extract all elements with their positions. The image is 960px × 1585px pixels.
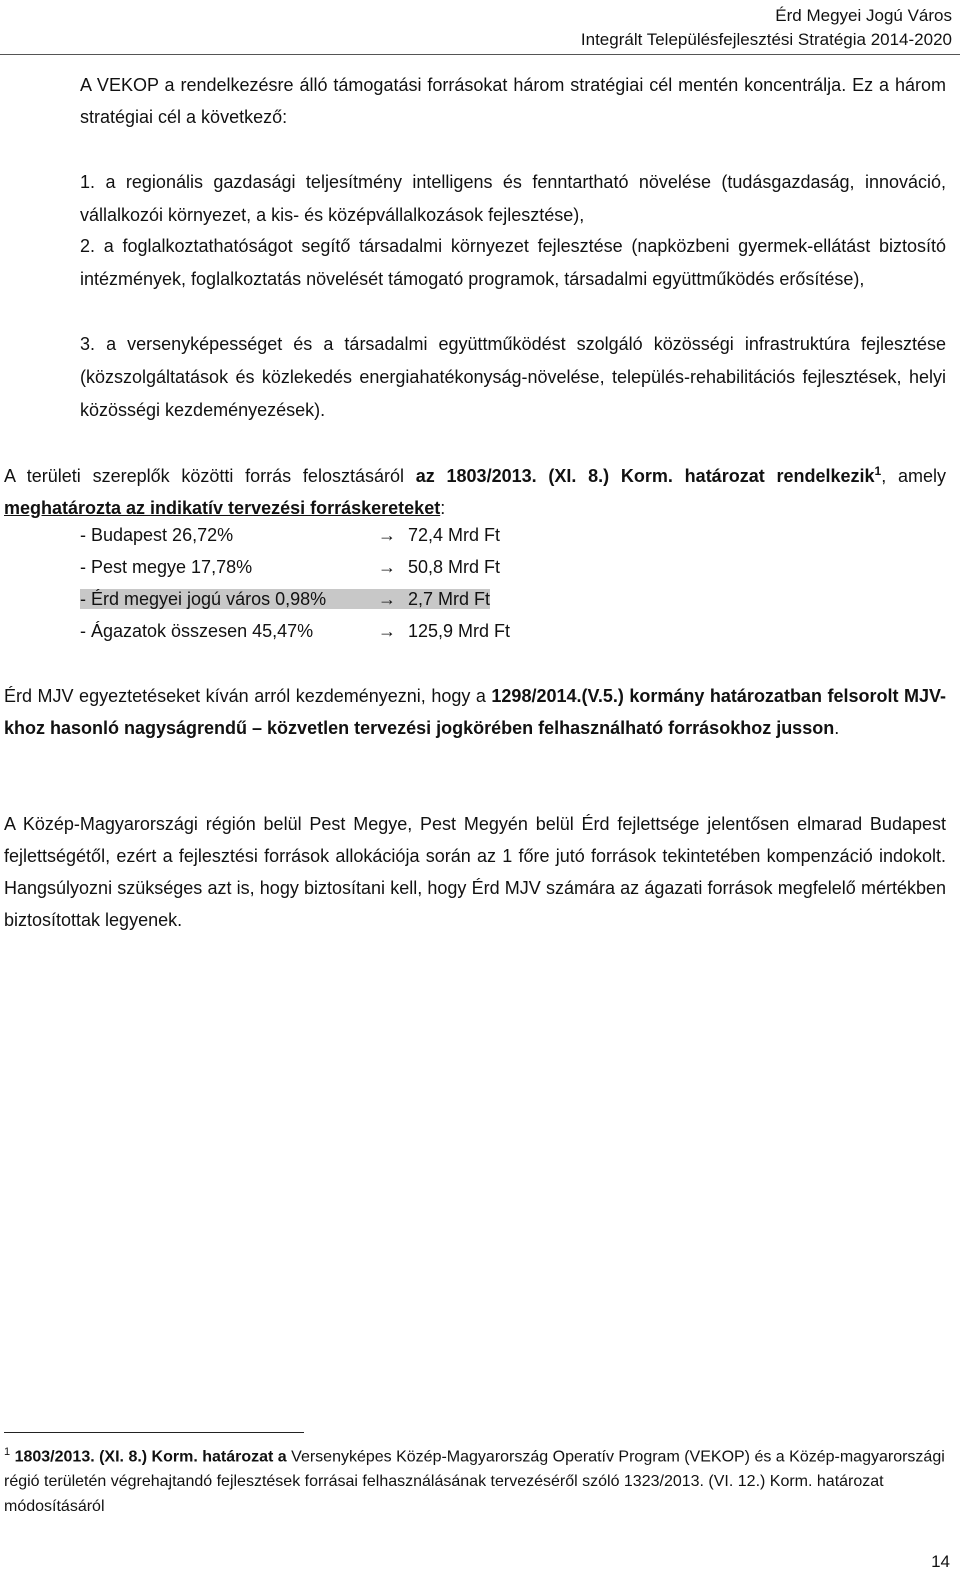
allocation-row-highlighted [80, 583, 490, 615]
page-header [581, 4, 952, 52]
region-paragraph: A Közép-Magyarországi régión belül Pest Megye, Pest Megyén belül Érd fejlettsége jelentősen elmarad Budapest fejlettségétől, ezért a fejlesztési források allokációja során az 1 főre jutó források tekintetében kompenzáció indokolt. Hangsúlyozni szükséges azt is, hogy biztosítani kell, hogy Érd MJV számára az ágazati források megfelelő mértékben biztosítottak legyenek. [4, 814, 946, 930]
footnote-decree: 1803/2013. (XI. 8.) Korm. határozat a [14, 1448, 287, 1466]
allocation-text-3: : [440, 498, 446, 518]
allocation-name: - Pest megye 17,78% [80, 557, 253, 577]
arrow-right-icon: → [378, 525, 396, 545]
mjv-text-1: Érd MJV egyeztetéseket kíván arról kezdeményezni, hogy a [4, 686, 492, 706]
allocation-name: - Ágazatok összesen 45,47% [80, 621, 314, 641]
goal-item-1: 1. a regionális gazdasági teljesítmény intelligens és fenntartható növelése (tudásgazdaság, innováció, vállalkozói környezet, a kis- és középvállalkozások fejlesztése), [80, 172, 946, 225]
goal-item-2: 2. a foglalkoztathatóságot segítő társadalmi környezet fejlesztése (napközbeni gyermek-ellátást biztosító intézmények, foglalkoztatás növelését támogató programok, társadalmi együttműködés erősítése), [80, 236, 946, 289]
footnote-reference[interactable]: 1 [874, 464, 882, 478]
allocation-text-2: , amely [881, 466, 946, 486]
allocation-paragraph [4, 460, 946, 524]
footnote-text: Versenyképes Közép-Magyarország Operatív Program (VEKOP) és a Közép-magyarországi régió területén végrehajtandó fejlesztések forrásai felhasználásának tervezéséről szóló 1323/2013. (VI. 12.) Korm. határozat módosításáról [4, 1448, 945, 1516]
footnote-divider [4, 1432, 304, 1433]
allocation-frameworks: meghatározta az indikatív tervezési forráskereteket [4, 498, 441, 518]
allocation-amount: 50,8 Mrd Ft [408, 557, 501, 577]
arrow-right-icon: → [378, 557, 396, 577]
header-line1: Érd Megyei Jogú Város [775, 6, 952, 25]
mjv-paragraph [4, 680, 946, 744]
intro-paragraph: A VEKOP a rendelkezésre álló támogatási forrásokat három stratégiai cél mentén koncentrálja. Ez a három stratégiai cél a következő: [80, 75, 946, 127]
allocation-amount: 72,4 Mrd Ft [408, 525, 501, 545]
header-line2: Integrált Településfejlesztési Stratégia 2014-2020 [580, 30, 952, 49]
arrow-right-icon: → [378, 621, 396, 641]
arrow-right-icon: → [378, 589, 396, 609]
allocation-row [80, 519, 500, 551]
allocation-row [80, 551, 500, 583]
allocation-name: - Budapest 26,72% [80, 525, 234, 545]
allocation-row [80, 615, 510, 647]
mjv-decree: 1298/2014.(V.5.) kormány határozatban felsorolt MJV-khoz hasonló nagyságrendű – közvetlen tervezési jogkörében felhasználható forrásokhoz jusson [4, 686, 946, 738]
allocation-text-1: A területi szereplők közötti forrás felosztásáról [4, 466, 416, 486]
header-divider [0, 54, 960, 55]
footnote-number: 1 [4, 1446, 11, 1458]
allocation-name: - Érd megyei jogú város 0,98% [80, 589, 327, 609]
allocation-decree: az 1803/2013. (XI. 8.) Korm. határozat rendelkezik [415, 466, 875, 486]
page-number: 14 [931, 1552, 950, 1571]
footnote [4, 1440, 946, 1519]
mjv-text-2: . [834, 718, 840, 738]
allocation-amount: 125,9 Mrd Ft [408, 621, 511, 641]
allocation-amount: 2,7 Mrd Ft [408, 589, 491, 609]
goal-item-3: 3. a versenyképességet és a társadalmi együttműködést szolgáló közösségi infrastruktúra fejlesztése (közszolgáltatások és közlekedés energiahatékonyság-növelése, település-rehabilitációs fejlesztések, helyi közösségi kezdeményezések). [80, 334, 946, 420]
